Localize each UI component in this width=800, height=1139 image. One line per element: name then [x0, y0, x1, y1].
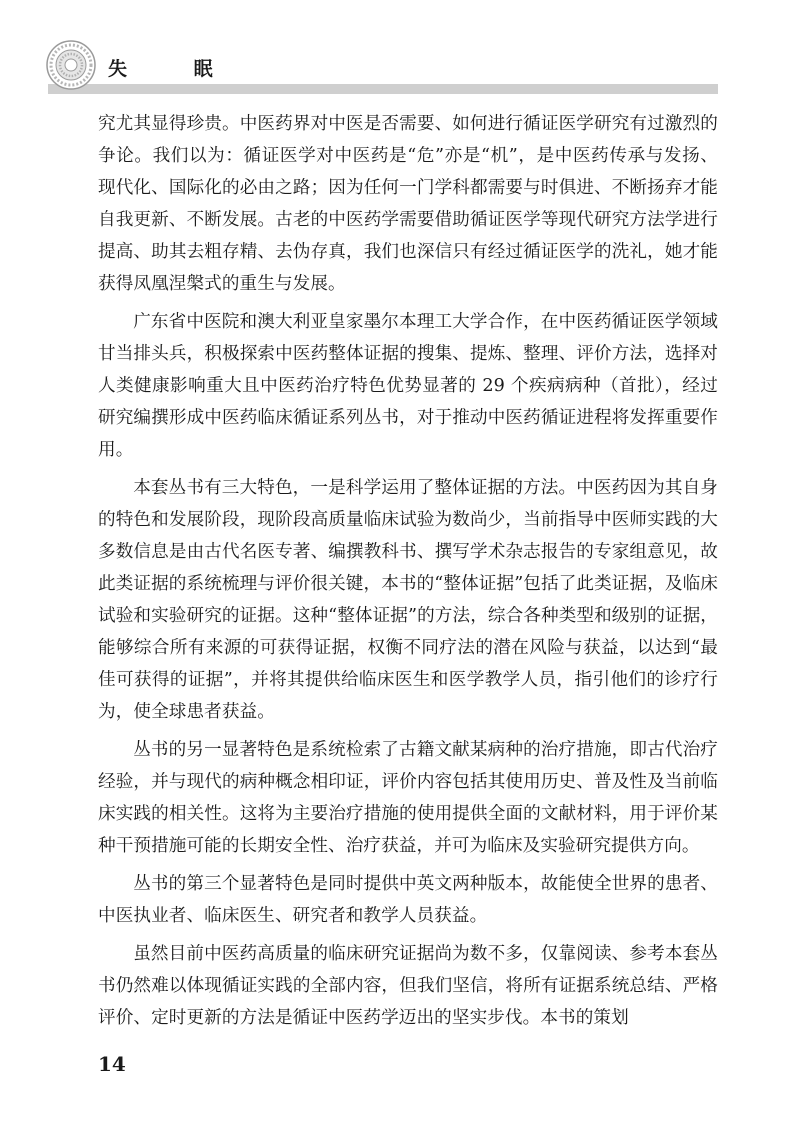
rosette-emblem-icon: [46, 40, 96, 90]
page-header: [0, 40, 800, 100]
page-number: 14: [98, 1052, 126, 1076]
paragraph: 虽然目前中医药高质量的临床研究证据尚为数不多，仅靠阅读、参考本套丛书仍然难以体现循证实践的全部内容，但我们坚信，将所有证据系统总结、严格评价、定时更新的方法是循证中医药学迈出的坚实步伐。本书的策划: [98, 944, 718, 1028]
header-band: [48, 84, 718, 94]
body-text: [98, 108, 718, 1040]
paragraph: 丛书的另一显著特色是系统检索了古籍文献某病种的治疗措施，即古代治疗经验，并与现代的病种概念相印证，评价内容包括其使用历史、普及性及当前临床实践的相关性。这将为主要治疗措施的使用提供全面的文献材料，用于评价某种干预措施可能的长期安全性、治疗获益，并可为临床及实验研究提供方向。: [98, 740, 718, 856]
paragraph: 本套丛书有三大特色，一是科学运用了整体证据的方法。中医药因为其自身的特色和发展阶段，现阶段高质量临床试验为数尚少，当前指导中医师实践的大多数信息是由古代名医专著、编撰教科书、撰写学术杂志报告的专家组意见，故此类证据的系统梳理与评价很关键，本书的“整体证据”包括了此类证据，及临床试验和实验研究的证据。这种“整体证据”的方法，综合各种类型和级别的证据，能够综合所有来源的可获得证据，权衡不同疗法的潜在风险与获益，以达到“最佳可获得的证据”，并将其提供给临床医生和医学教学人员，指引他们的诊疗行为，使全球患者获益。: [98, 478, 718, 722]
paragraph: 究尤其显得珍贵。中医药界对中医是否需要、如何进行循证医学研究有过激烈的争论。我们以为：循证医学对中医药是“危”亦是“机”，是中医药传承与发扬、现代化、国际化的必由之路；因为任何一门学科都需要与时俱进、不断扬弃才能自我更新、不断发展。古老的中医药学需要借助循证医学等现代研究方法学进行提高、助其去粗存精、去伪存真，我们也深信只有经过循证医学的洗礼，她才能获得凤凰涅槃式的重生与发展。: [98, 114, 718, 294]
paragraph: 丛书的第三个显著特色是同时提供中英文两种版本，故能使全世界的患者、中医执业者、临床医生、研究者和教学人员获益。: [98, 874, 718, 926]
running-title: 失 眠: [108, 58, 243, 80]
paragraph: 广东省中医院和澳大利亚皇家墨尔本理工大学合作，在中医药循证医学领域甘当排头兵，积极探索中医药整体证据的搜集、提炼、整理、评价方法，选择对人类健康影响重大且中医药治疗特色优势显著的 29 个疾病病种（首批），经过研究编撰形成中医药临床循证系列丛书，对于推动中医药循证进程将发挥重要作用。: [98, 312, 718, 460]
